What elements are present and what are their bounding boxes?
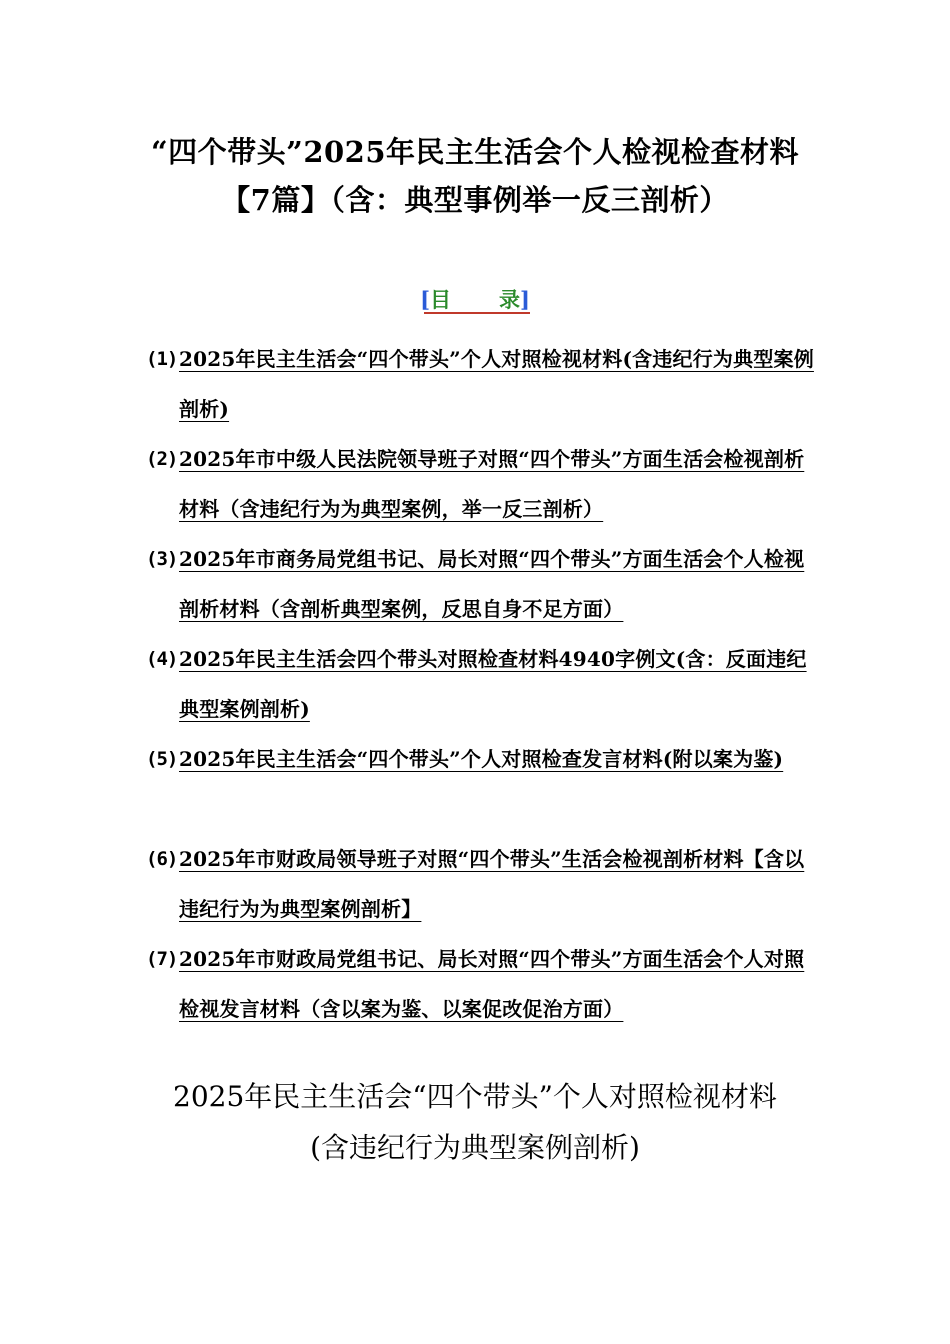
- toc-heading-char-2: 录: [499, 287, 520, 312]
- toc-heading: [0, 285, 950, 315]
- toc-heading-char-1: 目: [430, 287, 451, 312]
- toc-heading-bracket-open: [: [420, 287, 430, 312]
- toc-entry-link[interactable]: 2025年市中级人民法院领导班子对照“四个带头”方面生活会检视剖析材料（含违纪行为为典型案例，举一反三剖析）: [179, 447, 805, 521]
- toc-entry-number: (2): [146, 448, 178, 470]
- toc-entry-1[interactable]: [146, 334, 816, 434]
- toc-entry-link[interactable]: 2025年市商务局党组书记、局长对照“四个带头”方面生活会个人检视剖析材料（含剖析典型案例，反思自身不足方面）: [179, 547, 805, 621]
- document-title-line2: 【7篇】（含：典型事例举一反三剖析）: [221, 183, 729, 217]
- toc-entry-4[interactable]: [146, 634, 816, 734]
- document-title-line1: “四个带头”2025年民主生活会个人检视检查材料: [150, 135, 800, 169]
- section-title-line2: (含违纪行为典型案例剖析): [310, 1131, 640, 1164]
- toc-entry-7[interactable]: [146, 934, 816, 1034]
- toc-entry-6[interactable]: [146, 834, 816, 934]
- toc-entry-number: (4): [146, 648, 178, 670]
- toc-entry-link[interactable]: 2025年民主生活会“四个带头”个人对照检视材料(含违纪行为典型案例剖析): [179, 347, 814, 421]
- toc-entry-number: (6): [146, 848, 178, 870]
- section-title-line1: 2025年民主生活会“四个带头”个人对照检视材料: [173, 1080, 777, 1113]
- toc-entry-number: (3): [146, 548, 178, 570]
- toc-entry-number: (5): [146, 748, 178, 770]
- toc-list: [146, 334, 816, 1034]
- toc-entry-link[interactable]: 2025年民主生活会四个带头对照检查材料4940字例文(含：反面违纪典型案例剖析): [179, 647, 807, 721]
- toc-entry-number: (1): [146, 348, 178, 370]
- toc-entry-5[interactable]: [146, 734, 816, 834]
- toc-entry-link[interactable]: 2025年市财政局党组书记、局长对照“四个带头”方面生活会个人对照检视发言材料（含以案为鉴、以案促改促治方面）: [179, 947, 805, 1021]
- toc-entry-3[interactable]: [146, 534, 816, 634]
- toc-heading-bracket-close: ]: [520, 287, 530, 312]
- toc-entry-link[interactable]: 2025年市财政局领导班子对照“四个带头”生活会检视剖析材料【含以违纪行为为典型案例剖析】: [179, 847, 805, 921]
- toc-entry-number: (7): [146, 948, 178, 970]
- toc-heading-underline: [424, 312, 530, 314]
- toc-entry-link[interactable]: 2025年民主生活会“四个带头”个人对照检查发言材料(附以案为鉴): [179, 747, 784, 771]
- toc-entry-2[interactable]: [146, 434, 816, 534]
